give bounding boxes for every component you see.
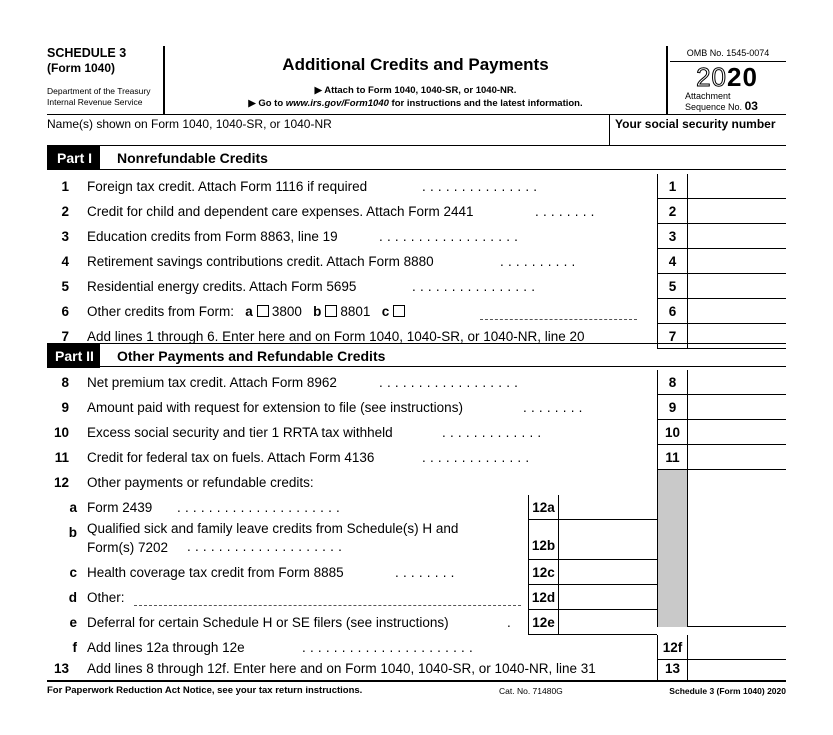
line-description: Credit for federal tax on fuels. Attach Form 4136 [87,450,375,465]
line-description: Foreign tax credit. Attach Form 1116 if required [87,179,368,194]
leader-dots: .................... [187,539,347,554]
line-number: 10 [53,425,69,440]
line-description: Other: [87,590,125,605]
form-8801-checkbox[interactable] [325,305,337,317]
line-description: Excess social security and tier 1 RRTA tax withheld [87,425,393,440]
line-number: 13 [53,661,69,676]
line-number: 6 [61,304,69,319]
line-description: Deferral for certain Schedule H or SE filers (see instructions) [87,615,449,630]
department-text [47,86,163,108]
line-box-label: 4 [657,249,687,274]
line-10 [47,420,786,445]
line-number: 2 [61,204,69,219]
leader-dots: .............. [422,450,534,465]
line-box-label: 13 [657,658,687,680]
line-number: 11 [54,450,69,465]
goto-instruction [167,97,664,110]
goto-prefix: ▶ Go to [248,98,286,109]
catalog-number: Cat. No. 71480G [499,686,563,696]
form-3800-checkbox[interactable] [257,305,269,317]
dept-line-2: Internal Revenue Service [47,97,143,107]
ssn-label: Your social security number [615,117,776,131]
leader-dots: ...................... [302,640,477,655]
part-1-tag: Part I [47,146,100,170]
line-description: Retirement savings contributions credit. Attach Form 8880 [87,254,434,269]
leader-dots: ........ [395,565,459,580]
amount-field[interactable] [687,445,786,470]
line-box-label: 5 [657,274,687,299]
line-box-label: 6 [657,299,687,324]
part-2-header [47,343,786,367]
line-box-label: 1 [657,174,687,199]
line-description: Health coverage tax credit from Form 8885 [87,565,344,580]
amount-field[interactable] [687,274,786,299]
omb-number: OMB No. 1545-0074 [670,46,786,62]
amount-field[interactable] [687,658,786,680]
line-5 [47,274,786,299]
line-box-label: 9 [657,395,687,420]
line-description: Other payments or refundable credits: [87,475,314,490]
amount-field[interactable] [687,370,786,395]
attachment-sequence [668,91,786,112]
line-number: 12 [53,475,69,490]
amount-field[interactable] [687,395,786,420]
form-number: (Form 1040) [47,61,116,75]
amount-field[interactable] [687,635,786,660]
line-box-label: 8 [657,370,687,395]
part-1-title: Nonrefundable Credits [117,150,268,166]
amount-field[interactable] [558,585,657,610]
amount-field[interactable] [558,610,657,635]
year-bold: 20 [727,62,758,92]
amount-field[interactable] [558,520,657,560]
form-title: Additional Credits and Payments [282,55,549,74]
other-form-checkbox[interactable] [393,305,405,317]
paperwork-notice: For Paperwork Reduction Act Notice, see your tax return instructions. [47,685,363,696]
year-outline: 20 [696,62,727,92]
irs-url-link[interactable]: www.irs.gov/Form1040 [285,98,389,109]
line-description: Add lines 8 through 12f. Enter here and on Form 1040, 1040-SR, or 1040-NR, line 31 [87,661,596,676]
line-box-label: 7 [657,324,687,349]
amount-field[interactable] [687,199,786,224]
line-number: 8 [61,375,69,390]
leader-dots: ..................... [177,500,344,515]
line-description: Education credits from Form 8863, line 19 [87,229,338,244]
line-12c [47,560,786,585]
line-box-label: 12a [528,495,558,520]
amount-field[interactable] [687,249,786,274]
dept-line-1: Department of the Treasury [47,86,151,96]
line-description: Add lines 12a through 12e [87,640,245,655]
line-description [87,299,408,324]
leader-dots: .................. [379,229,523,244]
omb-block [666,46,786,115]
line-12b [47,520,786,560]
line-6-text: Other credits from Form: [87,304,235,319]
form-header [47,44,786,115]
leader-dots: .................. [379,375,523,390]
line-3 [47,224,786,249]
sub-letter: c [69,565,77,580]
option-b-value: 8801 [340,304,371,319]
option-b-label: b [313,304,322,319]
sequence-label: Sequence No. [685,102,743,112]
line-description: Amount paid with request for extension to file (see instructions) [87,400,463,415]
amount-field[interactable] [558,560,657,585]
tax-year [668,63,786,91]
form-footer [47,680,786,700]
name-row [47,115,786,146]
sub-letter: b [68,525,77,540]
line-12a [47,495,786,520]
line-number: 1 [61,179,69,194]
line-box-label: 2 [657,199,687,224]
line-box-label: 10 [657,420,687,445]
sub-letter: e [69,615,77,630]
amount-field[interactable] [687,299,786,324]
line-1 [47,174,786,199]
part-2-tag: Part II [47,344,100,368]
option-a-value: 3800 [271,304,302,319]
line-12 [47,470,786,495]
line-number: 4 [61,254,69,269]
other-form-input[interactable] [480,319,637,320]
line-number: 5 [61,279,69,294]
line-9 [47,395,786,420]
line-number: 3 [61,229,69,244]
line-box-label: 3 [657,224,687,249]
line-2 [47,199,786,224]
other-description-input[interactable] [134,605,521,606]
part-1-header [47,146,786,170]
leader-dots: ............. [442,425,546,440]
line-12f [47,635,786,660]
line-6 [47,299,786,324]
line-11 [47,445,786,470]
line-box-label: 12c [528,560,558,585]
line-12e [47,610,786,635]
line-description: Net premium tax credit. Attach Form 8962 [87,375,337,390]
amount-field[interactable] [687,420,786,445]
line-13 [47,658,786,680]
amount-field[interactable] [687,174,786,199]
attach-instruction: ▶ Attach to Form 1040, 1040-SR, or 1040-NR. [314,85,517,96]
line-description: Form 2439 [87,500,153,515]
line-8 [47,370,786,395]
line-description: Residential energy credits. Attach Form 5695 [87,279,357,294]
schedule-label: SCHEDULE 3 [47,46,127,60]
line-number: 7 [61,329,69,344]
sub-letter: d [68,590,77,605]
ssn-field[interactable] [609,115,786,146]
line-box-label: 11 [657,445,687,470]
form-identifier: Schedule 3 (Form 1040) 2020 [669,686,786,696]
line-box-label: 12e [528,610,558,635]
leader-dots: ................ [412,279,540,294]
amount-field[interactable] [687,224,786,249]
goto-suffix: for instructions and the latest information. [388,98,583,109]
form-title-block [167,44,664,115]
option-a-label: a [245,304,253,319]
amount-field[interactable] [558,495,657,520]
line-number: 9 [61,400,69,415]
attachment-label: Attachment [685,91,731,101]
line-4 [47,249,786,274]
leader-dots: ............... [422,179,542,194]
sub-letter: a [69,500,77,515]
line-12b-text-2: Form(s) 7202 [87,540,169,555]
form-id-block [47,46,165,115]
line-box-label: 12b [528,520,558,560]
line-box-label: 12d [528,585,558,610]
line-box-label: 12f [657,635,687,660]
line-description: Credit for child and dependent care expenses. Attach Form 2441 [87,204,474,219]
line-description: Add lines 1 through 6. Enter here and on Form 1040, 1040-SR, or 1040-NR, line 20 [87,329,585,344]
line-12b-text-1: Qualified sick and family leave credits from Schedule(s) H and [87,521,459,536]
line-12d [47,585,786,610]
part-2-title: Other Payments and Refundable Credits [117,348,386,364]
leader-dots: . [507,615,515,630]
sequence-number: 03 [744,99,758,113]
leader-dots: .......... [500,254,580,269]
name-field-label: Name(s) shown on Form 1040, 1040-SR, or 1040-NR [47,117,332,131]
option-c-label: c [381,304,390,319]
leader-dots: ........ [523,400,587,415]
leader-dots: ........ [535,204,599,219]
sub-letter: f [72,640,77,655]
